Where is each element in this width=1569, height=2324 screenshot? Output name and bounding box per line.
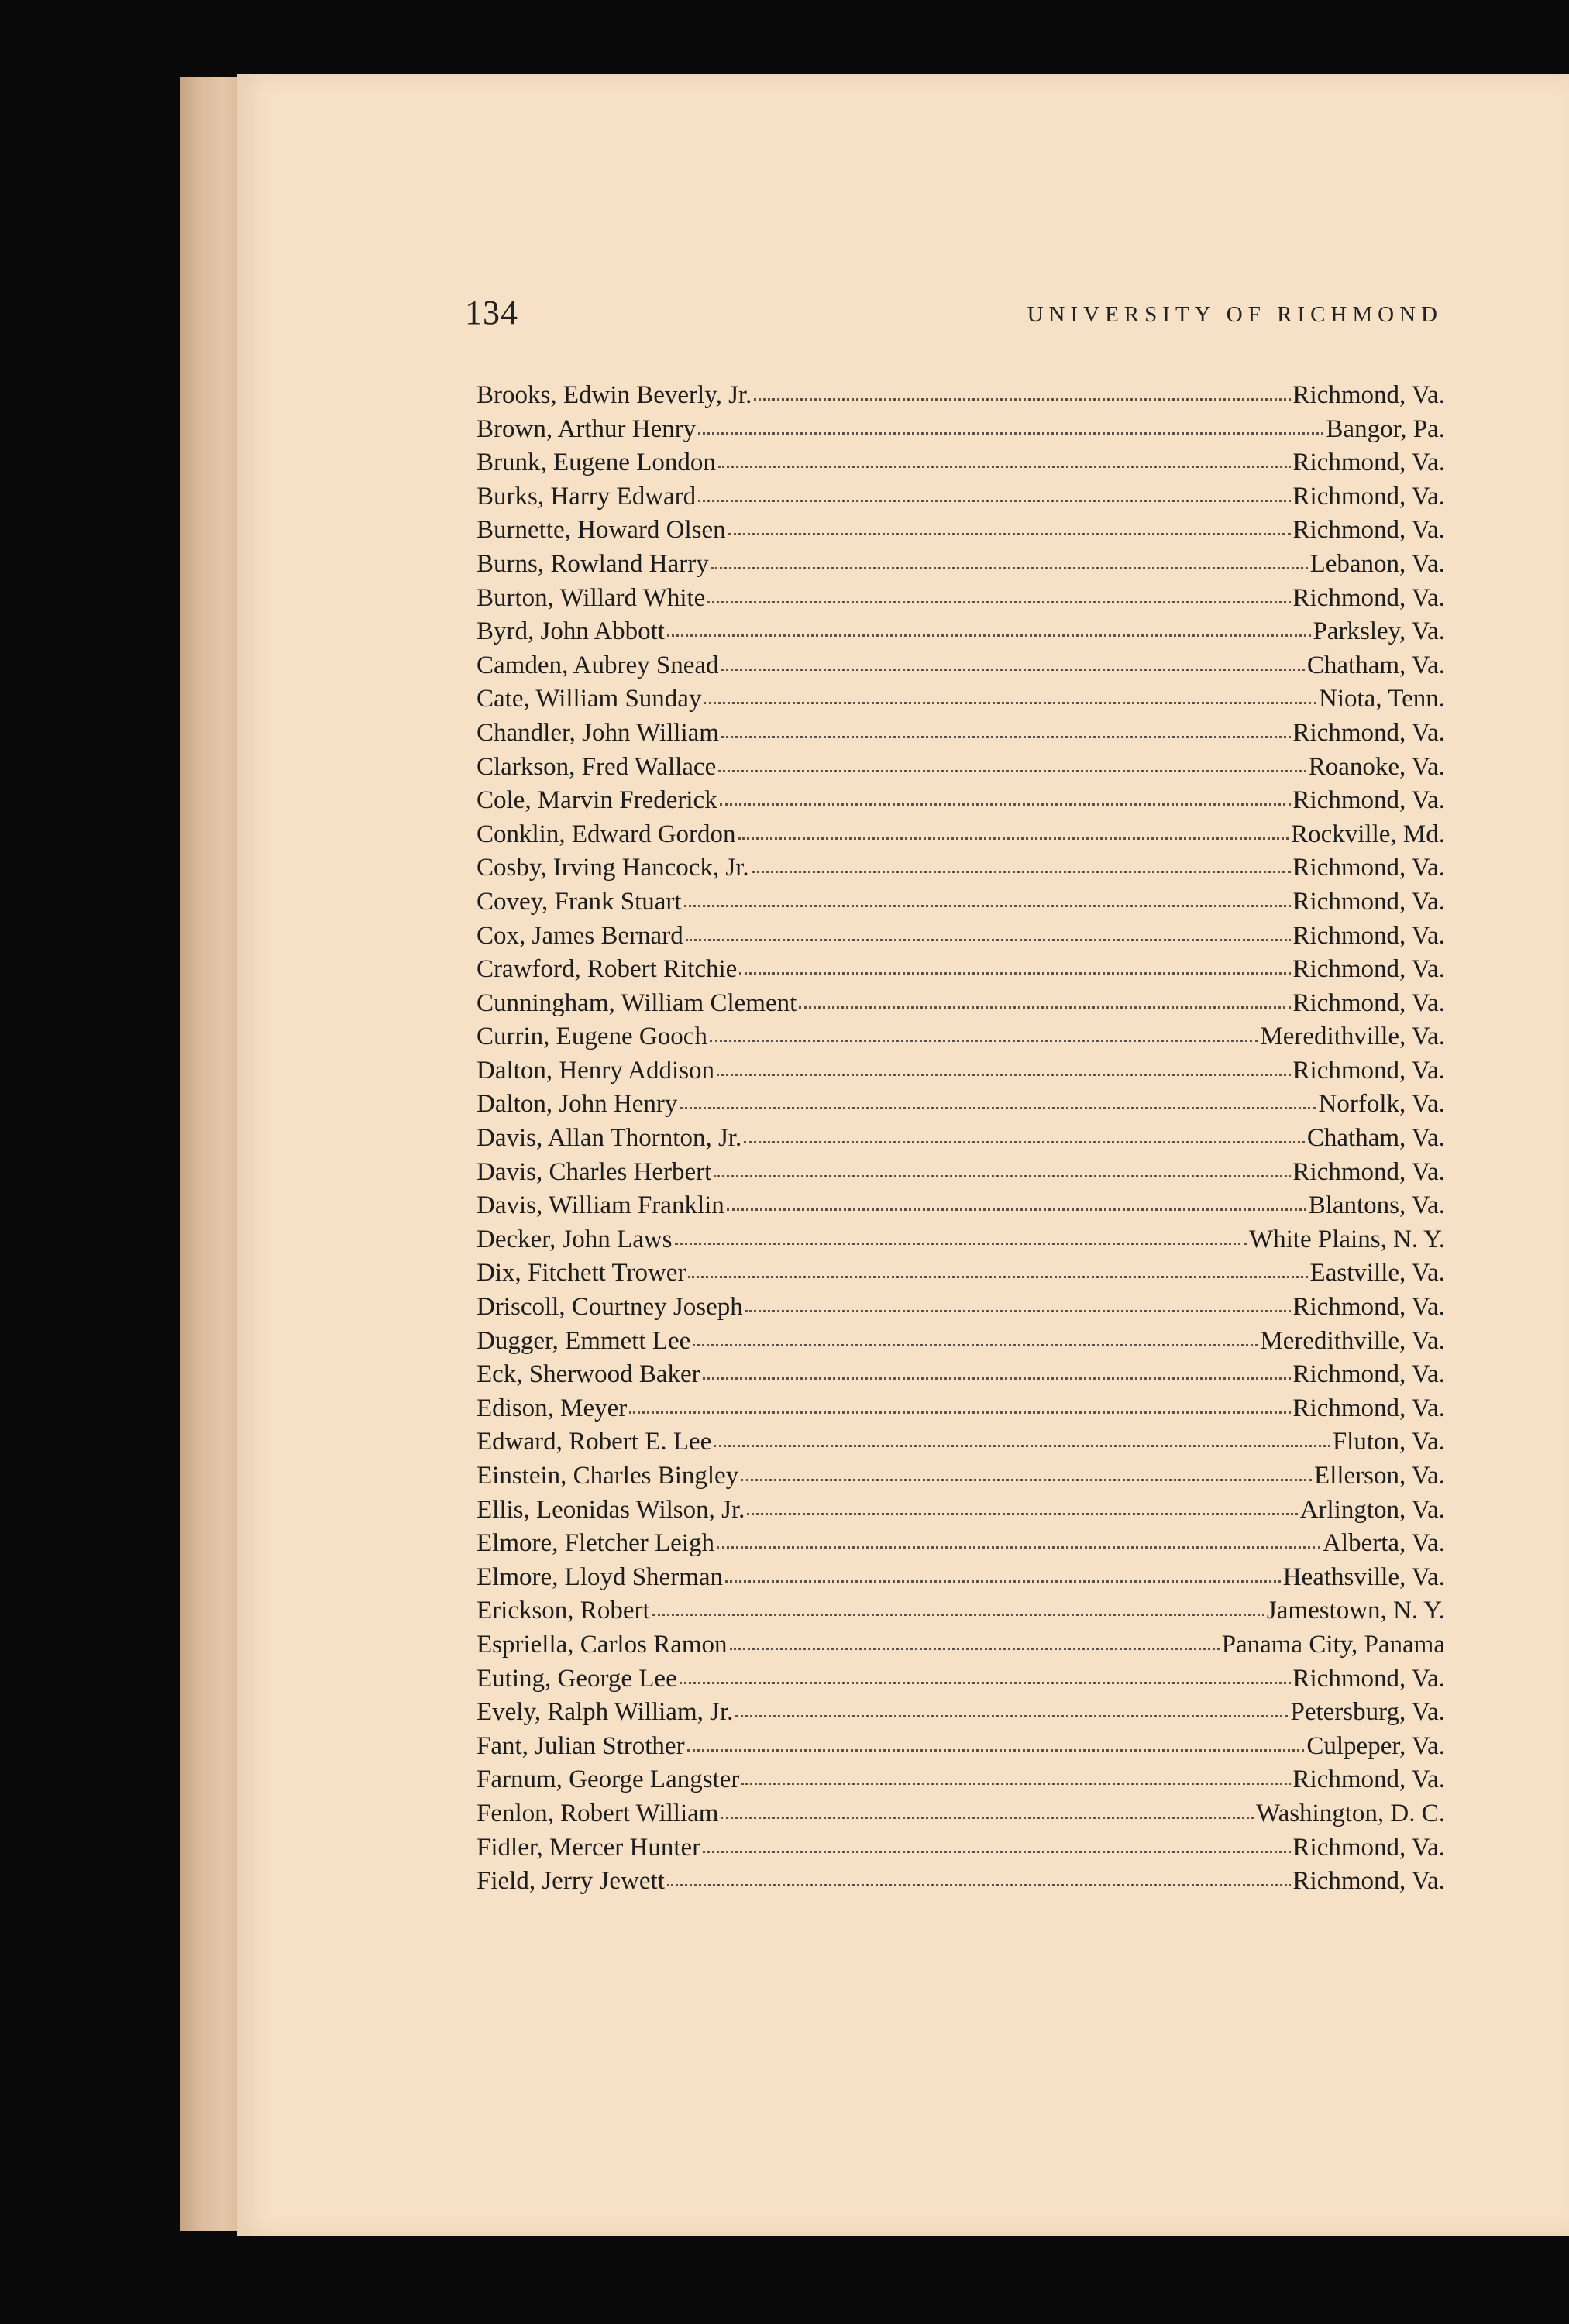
student-name: Decker, John Laws [477, 1225, 673, 1253]
student-name: Dix, Fitchett Trower [477, 1259, 686, 1287]
dot-leader [739, 971, 1290, 975]
dot-leader [752, 870, 1291, 873]
hometown: Meredithville, Va. [1260, 1326, 1445, 1355]
student-name: Cate, William Sunday [477, 685, 702, 713]
dot-leader [721, 668, 1305, 671]
register-entry [477, 1054, 1445, 1088]
student-name: Camden, Aubrey Snead [477, 651, 719, 679]
dot-leader [745, 1309, 1291, 1312]
register-entry [477, 1122, 1445, 1156]
register-entry [477, 920, 1445, 954]
hometown: Blantons, Va. [1308, 1191, 1445, 1220]
student-name: Erickson, Robert [477, 1597, 650, 1625]
dot-leader [721, 735, 1291, 738]
dot-leader [687, 1748, 1305, 1752]
register-entry [477, 1594, 1445, 1628]
hometown: Heathsville, Va. [1282, 1563, 1445, 1591]
student-name: Driscoll, Courtney Joseph [477, 1293, 743, 1322]
register-entry [477, 1425, 1445, 1459]
hometown: Ellerson, Va. [1314, 1462, 1445, 1490]
dot-leader [680, 1681, 1291, 1684]
student-name: Burns, Rowland Harry [477, 549, 709, 578]
student-name: Fidler, Mercer Hunter [477, 1833, 701, 1862]
hometown: Culpeper, Va. [1306, 1731, 1445, 1760]
register-entry [477, 1291, 1445, 1325]
dot-leader [735, 1714, 1288, 1717]
student-name: Cosby, Irving Hancock, Jr. [477, 854, 749, 882]
dot-leader [738, 837, 1289, 840]
hometown: Meredithville, Va. [1260, 1023, 1445, 1051]
hometown: Richmond, Va. [1292, 921, 1445, 950]
hometown: Arlington, Va. [1299, 1495, 1445, 1524]
student-name: Chandler, John William [477, 718, 719, 747]
register-entry [477, 1020, 1445, 1054]
hometown: Richmond, Va. [1292, 1765, 1445, 1794]
hometown: Rockville, Md. [1291, 820, 1445, 848]
hometown: Roanoke, Va. [1308, 752, 1445, 781]
hometown: Norfolk, Va. [1318, 1090, 1445, 1119]
student-name: Davis, Allan Thornton, Jr. [477, 1124, 742, 1153]
student-name: Dalton, Henry Addison [477, 1056, 715, 1085]
hometown: Richmond, Va. [1292, 786, 1445, 815]
student-name: Elmore, Lloyd Sherman [477, 1563, 724, 1591]
hometown: Fluton, Va. [1332, 1428, 1445, 1456]
register-entry [477, 885, 1445, 920]
student-name: Davis, Charles Herbert [477, 1157, 712, 1186]
register-entry [477, 1831, 1445, 1865]
hometown: Lebanon, Va. [1309, 549, 1445, 578]
dot-leader [710, 1039, 1258, 1042]
student-name: Currin, Eugene Gooch [477, 1023, 707, 1051]
student-name: Burton, Willard White [477, 583, 706, 612]
register-entry [477, 582, 1445, 616]
register-entry [477, 1763, 1445, 1797]
register-entry [477, 1392, 1445, 1426]
hometown: Parksley, Va. [1313, 617, 1445, 646]
register-entry [477, 1494, 1445, 1528]
hometown: Richmond, Va. [1292, 381, 1445, 409]
register-entry [477, 413, 1445, 447]
student-name: Davis, William Franklin [477, 1191, 724, 1220]
dot-leader [728, 532, 1291, 535]
dot-leader [741, 1782, 1290, 1785]
student-name: Brown, Arthur Henry [477, 414, 697, 443]
dot-leader [703, 1377, 1291, 1380]
student-name: Edison, Meyer [477, 1394, 628, 1422]
dot-leader [704, 701, 1316, 704]
student-name: Cunningham, William Clement [477, 988, 797, 1017]
student-name: Dalton, John Henry [477, 1090, 678, 1119]
student-name: Fenlon, Robert William [477, 1799, 719, 1827]
hometown: Niota, Tenn. [1319, 685, 1445, 713]
register-entry [477, 818, 1445, 852]
register-entry [477, 717, 1445, 751]
student-name: Dugger, Emmett Lee [477, 1326, 691, 1355]
dot-leader [714, 1174, 1290, 1177]
register-entry [477, 1358, 1445, 1392]
hometown: Chatham, Va. [1306, 1124, 1445, 1153]
hometown: Richmond, Va. [1292, 718, 1445, 747]
hometown: Richmond, Va. [1292, 854, 1445, 882]
dot-leader [718, 769, 1306, 772]
student-name: Ellis, Leonidas Wilson, Jr. [477, 1495, 745, 1524]
hometown: Eastville, Va. [1309, 1259, 1445, 1287]
dot-leader [684, 904, 1291, 907]
dot-leader [698, 431, 1323, 435]
dot-leader [727, 1208, 1306, 1211]
register-entry [477, 851, 1445, 885]
student-name: Einstein, Charles Bingley [477, 1462, 739, 1490]
dot-leader [675, 1242, 1247, 1245]
register-entry [477, 1325, 1445, 1359]
student-name: Cole, Marvin Frederick [477, 786, 717, 815]
student-name: Evely, Ralph William, Jr. [477, 1698, 734, 1727]
hometown: Richmond, Va. [1292, 1867, 1445, 1896]
hometown: Alberta, Va. [1323, 1529, 1445, 1558]
register-entry [477, 1189, 1445, 1223]
hometown: Richmond, Va. [1292, 1394, 1445, 1422]
register-entry [477, 1156, 1445, 1190]
dot-leader [703, 1850, 1290, 1853]
hometown: Richmond, Va. [1292, 449, 1445, 477]
hometown: Jamestown, N. Y. [1266, 1597, 1445, 1625]
student-name: Field, Jerry Jewett [477, 1867, 665, 1896]
page-number: 134 [465, 294, 518, 332]
hometown: Petersburg, Va. [1290, 1698, 1445, 1727]
hometown: Richmond, Va. [1292, 516, 1445, 545]
student-name: Eck, Sherwood Baker [477, 1360, 700, 1389]
dot-leader [730, 1647, 1220, 1650]
register-entry [477, 1223, 1445, 1257]
hometown: Richmond, Va. [1292, 988, 1445, 1017]
hometown: Richmond, Va. [1292, 887, 1445, 916]
register-entry [477, 379, 1445, 413]
dot-leader [652, 1613, 1264, 1616]
student-name: Fant, Julian Strother [477, 1731, 685, 1760]
hometown: Richmond, Va. [1292, 1664, 1445, 1693]
register-entry [477, 1257, 1445, 1291]
dot-leader [711, 566, 1308, 569]
register-entry [477, 1088, 1445, 1122]
hometown: Chatham, Va. [1306, 651, 1445, 679]
register-entry [477, 446, 1445, 480]
dot-leader [688, 1275, 1307, 1278]
register-entry [477, 1730, 1445, 1764]
student-name: Crawford, Robert Ritchie [477, 955, 738, 984]
student-name: Euting, George Lee [477, 1664, 677, 1693]
register-entry [477, 1561, 1445, 1595]
hometown: Richmond, Va. [1292, 1157, 1445, 1186]
register-entry [477, 682, 1445, 717]
dot-leader [707, 600, 1290, 603]
hometown: Richmond, Va. [1292, 955, 1445, 984]
dot-leader [698, 499, 1290, 502]
student-name: Clarkson, Fred Wallace [477, 752, 717, 781]
dot-leader [799, 1006, 1290, 1009]
student-register-list [477, 379, 1445, 1899]
register-entry [477, 1662, 1445, 1697]
register-entry [477, 784, 1445, 818]
dot-leader [720, 803, 1291, 806]
hometown: Richmond, Va. [1292, 1360, 1445, 1389]
register-entry [477, 615, 1445, 649]
hometown: White Plains, N. Y. [1249, 1225, 1445, 1253]
student-name: Covey, Frank Stuart [477, 887, 682, 916]
page-edge [180, 77, 243, 2231]
register-entry [477, 649, 1445, 683]
student-name: Byrd, John Abbott [477, 617, 665, 646]
student-name: Burks, Harry Edward [477, 482, 697, 511]
register-entry [477, 987, 1445, 1021]
student-name: Burnette, Howard Olsen [477, 516, 726, 545]
hometown: Richmond, Va. [1292, 482, 1445, 511]
student-name: Conklin, Edward Gordon [477, 820, 736, 848]
register-entry [477, 1628, 1445, 1662]
dot-leader [741, 1478, 1312, 1481]
register-entry [477, 1797, 1445, 1831]
register-entry [477, 1865, 1445, 1899]
hometown: Richmond, Va. [1292, 1056, 1445, 1085]
register-entry [477, 1459, 1445, 1494]
hometown: Richmond, Va. [1292, 1833, 1445, 1862]
student-name: Cox, James Bernard [477, 921, 683, 950]
dot-leader [718, 465, 1291, 468]
hometown: Washington, D. C. [1256, 1799, 1445, 1827]
student-name: Elmore, Fletcher Leigh [477, 1529, 714, 1558]
register-entry [477, 1696, 1445, 1730]
dot-leader [725, 1580, 1281, 1583]
dot-leader [714, 1444, 1330, 1447]
dot-leader [717, 1073, 1290, 1076]
register-entry [477, 480, 1445, 514]
register-entry [477, 751, 1445, 785]
dot-leader [629, 1411, 1290, 1414]
register-entry [477, 1527, 1445, 1561]
dot-leader [744, 1140, 1305, 1143]
dot-leader [686, 938, 1291, 941]
register-entry [477, 514, 1445, 548]
student-name: Espriella, Carlos Ramon [477, 1630, 728, 1659]
hometown: Panama City, Panama [1221, 1630, 1445, 1659]
dot-leader [747, 1512, 1297, 1515]
student-name: Farnum, George Langster [477, 1765, 740, 1794]
dot-leader [754, 397, 1290, 401]
hometown: Bangor, Pa. [1326, 414, 1445, 443]
dot-leader [693, 1343, 1258, 1346]
dot-leader [667, 1883, 1291, 1886]
dot-leader [721, 1816, 1254, 1819]
student-name: Brunk, Eugene London [477, 449, 716, 477]
register-entry [477, 548, 1445, 582]
register-entry [477, 953, 1445, 987]
running-head: UNIVERSITY OF RICHMOND [1027, 302, 1443, 327]
dot-leader [667, 634, 1311, 637]
student-name: Edward, Robert E. Lee [477, 1428, 712, 1456]
dot-leader [717, 1545, 1320, 1549]
hometown: Richmond, Va. [1292, 1293, 1445, 1322]
dot-leader [680, 1106, 1316, 1109]
hometown: Richmond, Va. [1292, 583, 1445, 612]
student-name: Brooks, Edwin Beverly, Jr. [477, 381, 752, 409]
